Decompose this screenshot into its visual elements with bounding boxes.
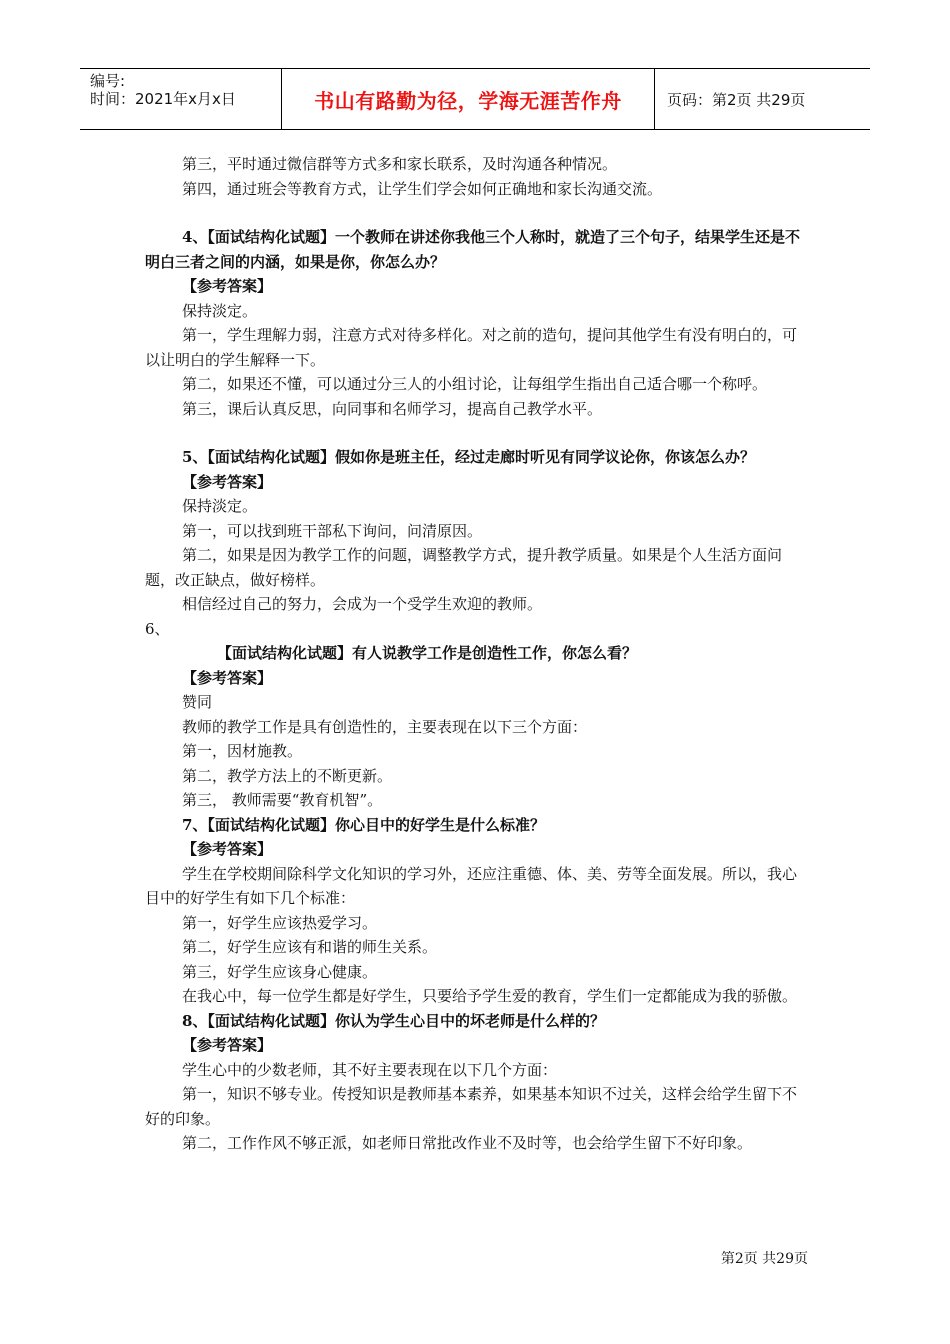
paragraph: 第一，因材施教。 — [182, 742, 303, 760]
answer-label: 【参考答案】 — [182, 668, 273, 687]
time-label: 时间：2021年x月x日 — [90, 90, 236, 108]
paragraph: 第一，好学生应该热爱学习。 — [182, 913, 378, 932]
question-heading: 7、【面试结构化试题】你心目中的好学生是什么标准？ — [182, 815, 545, 834]
answer-label: 【参考答案】 — [182, 472, 273, 491]
spacer — [145, 201, 810, 225]
paragraph: 第三，平时通过微信群等方式多和家长联系，及时沟通各种情况。 — [182, 155, 618, 173]
header-motto: 书山有路勤为径，学海无涯苦作舟 — [314, 88, 622, 113]
document-body — [145, 152, 810, 1156]
header-page-info: 页码：第2页 共29页 — [667, 90, 806, 109]
paragraph: 相信经过自己的努力，会成为一个受学生欢迎的教师。 — [182, 595, 543, 613]
paragraph: 第三，好学生应该身心健康。 — [182, 962, 378, 981]
paragraph: 第二，好学生应该有和谐的师生关系。 — [182, 938, 438, 956]
paragraph: 第一，学生理解力弱，注意方式对待多样化。对之前的造句，提问其他学生有没有明白的，可以让明白的学生解释一下。 — [145, 326, 798, 369]
paragraph: 学生心中的少数老师，其不好主要表现在以下几个方面： — [182, 1060, 558, 1079]
paragraph: 第二，如果是因为教学工作的问题，调整教学方式，提升教学质量。如果是个人生活方面问题，改正缺点，做好榜样。 — [145, 546, 783, 589]
paragraph: 在我心中，每一位学生都是好学生，只要给予学生爱的教育，学生们一定都能成为我的骄傲。 — [182, 987, 798, 1005]
answer-label: 【参考答案】 — [182, 840, 273, 858]
paragraph: 保持淡定。 — [182, 301, 258, 320]
question-heading: 8、【面试结构化试题】你认为学生心目中的坏老师是什么样的？ — [182, 1011, 605, 1030]
paragraph: 第四，通过班会等教育方式，让学生们学会如何正确地和家长沟通交流。 — [182, 179, 663, 198]
paragraph: 第三，课后认真反思，向同事和名师学习，提高自己教学水平。 — [182, 399, 603, 418]
serial-label: 编号: — [90, 72, 126, 90]
page-footer: 第2页 共29页 — [720, 1251, 808, 1267]
answer-label: 【参考答案】 — [182, 277, 273, 295]
paragraph: 赞同 — [182, 693, 213, 711]
paragraph: 第二，如果还不懂，可以通过分三人的小组讨论，让每组学生指出自己适合哪一个称呼。 — [182, 375, 768, 393]
paragraph: 第二，教学方法上的不断更新。 — [182, 766, 393, 785]
paragraph: 第二，工作作风不够正派，如老师日常批改作业不及时等，也会给学生留下不好印象。 — [182, 1134, 753, 1152]
question-heading: 5、【面试结构化试题】假如你是班主任，经过走廊时听见有同学议论你，你该怎么办？ — [182, 448, 755, 466]
spacer — [145, 421, 810, 445]
paragraph: 教师的教学工作是具有创造性的，主要表现在以下三个方面： — [182, 717, 588, 736]
paragraph: 第三， 教师需要“教育机智”。 — [182, 791, 383, 809]
answer-label: 【参考答案】 — [182, 1036, 273, 1054]
header-motto-cell — [282, 69, 655, 129]
question-heading: 【面试结构化试题】有人说教学工作是创造性工作，你怎么看？ — [217, 644, 638, 662]
header-meta — [80, 69, 282, 129]
page-header — [80, 68, 870, 130]
paragraph: 学生在学校期间除科学文化知识的学习外，还应注重德、体、美、劳等全面发展。所以，我心目中的好学生有如下几个标准： — [145, 864, 798, 907]
paragraph: 第一，可以找到班干部私下询问，问清原因。 — [182, 521, 483, 540]
paragraph: 保持淡定。 — [182, 497, 258, 515]
question-heading: 4、【面试结构化试题】一个教师在讲述你我他三个人称时，就造了三个句子，结果学生还是不明白三者之间的内涵，如果是你，你怎么办？ — [145, 228, 800, 271]
question-number: 6、 — [145, 619, 170, 638]
paragraph: 第一，知识不够专业。传授知识是教师基本素养，如果基本知识不过关，这样会给学生留下不好的印象。 — [145, 1085, 798, 1128]
